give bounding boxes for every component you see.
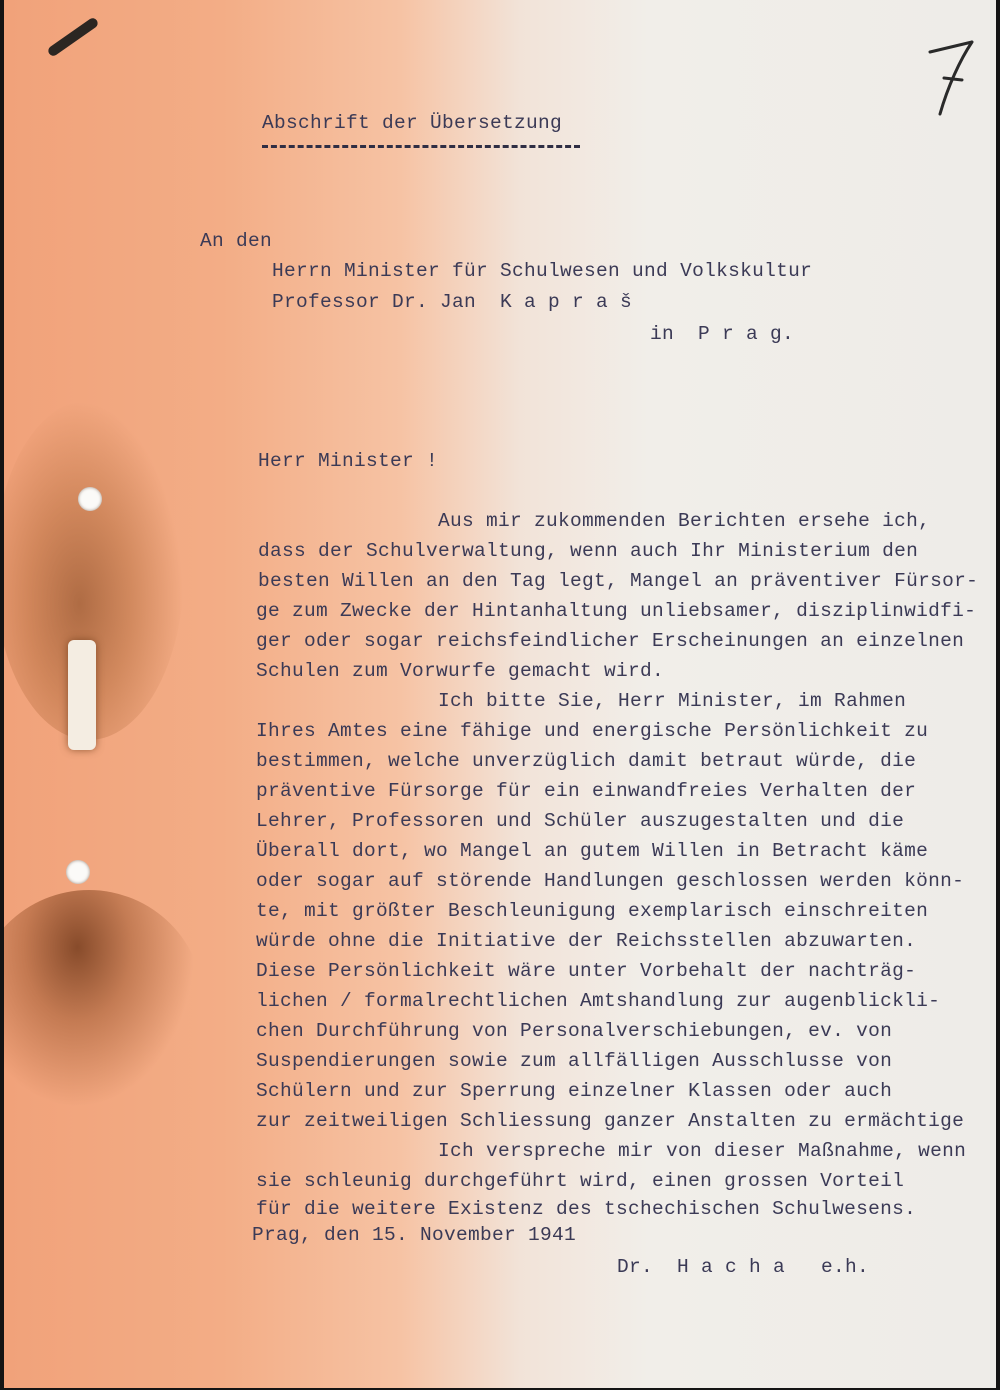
body-line: für die weitere Existenz des tschechischen Schulwesens. [256, 1198, 917, 1220]
body-line: ge zum Zwecke der Hintanhaltung unliebsamer, disziplinwidfi- [256, 600, 977, 622]
body-line: würde ohne die Initiative der Reichsstellen abzuwarten. [256, 930, 917, 952]
body-line: sie schleunig durchgeführt wird, einen grossen Vorteil [256, 1170, 905, 1192]
body-line: Überall dort, wo Mangel an gutem Willen in Betracht käme [256, 840, 929, 862]
body-line: te, mit größter Beschleunigung exemplarisch einschreiten [256, 900, 929, 922]
body-line: Schulen zum Vorwurfe gemacht wird. [256, 660, 665, 682]
torn-paper-patch [68, 640, 96, 750]
body-line: bestimmen, welche unverzüglich damit betraut würde, die [256, 750, 917, 772]
body-line: Diese Persönlichkeit wäre unter Vorbehalt der nachträg- [256, 960, 917, 982]
body-line: Ich verspreche mir von dieser Maßnahme, wenn [438, 1140, 967, 1162]
punch-hole-icon [78, 487, 102, 511]
body-line: Ihres Amtes eine fähige und energische Persönlichkeit zu [256, 720, 929, 742]
body-line: zur zeitweiligen Schliessung ganzer Anstalten zu ermächtige [256, 1110, 965, 1132]
title-underline [262, 145, 580, 148]
body-line: ger oder sogar reichsfeindlicher Erscheinungen an einzelnen [256, 630, 965, 652]
body-line: Ich bitte Sie, Herr Minister, im Rahmen [438, 690, 907, 712]
body-line: besten Willen an den Tag legt, Mangel an präventiver Fürsor- [258, 570, 979, 592]
recipient-title: Herrn Minister für Schulwesen und Volkskultur [272, 260, 813, 282]
staple-icon [46, 16, 99, 57]
rust-stain-lower [4, 890, 204, 1120]
body-line: chen Durchführung von Personalverschiebungen, ev. von [256, 1020, 893, 1042]
body-line: Lehrer, Professoren und Schüler auszugestalten und die [256, 810, 905, 832]
punch-hole-icon [66, 860, 90, 884]
signature-line: Dr. H a c h a e.h. [617, 1256, 870, 1278]
body-line: Suspendierungen sowie zum allfälligen Ausschlusse von [256, 1050, 893, 1072]
addressee-line: An den [200, 230, 273, 252]
body-line: Aus mir zukommenden Berichten ersehe ich, [438, 510, 931, 532]
body-line: präventive Fürsorge für ein einwandfreies Verhalten der [256, 780, 917, 802]
salutation: Herr Minister ! [258, 450, 439, 472]
recipient-city: in P r a g. [650, 323, 795, 345]
body-line: lichen / formalrechtlichen Amtshandlung zur augenblickli- [256, 990, 941, 1012]
date-line: Prag, den 15. November 1941 [252, 1224, 577, 1246]
body-line: dass der Schulverwaltung, wenn auch Ihr Ministerium den [258, 540, 919, 562]
recipient-name: Professor Dr. Jan K a p r a š [272, 291, 633, 313]
handwritten-page-number [926, 38, 976, 118]
document-title: Abschrift der Übersetzung [262, 112, 563, 134]
body-line: Schülern und zur Sperrung einzelner Klassen oder auch [256, 1080, 893, 1102]
body-line: oder sogar auf störende Handlungen geschlossen werden könn- [256, 870, 965, 892]
